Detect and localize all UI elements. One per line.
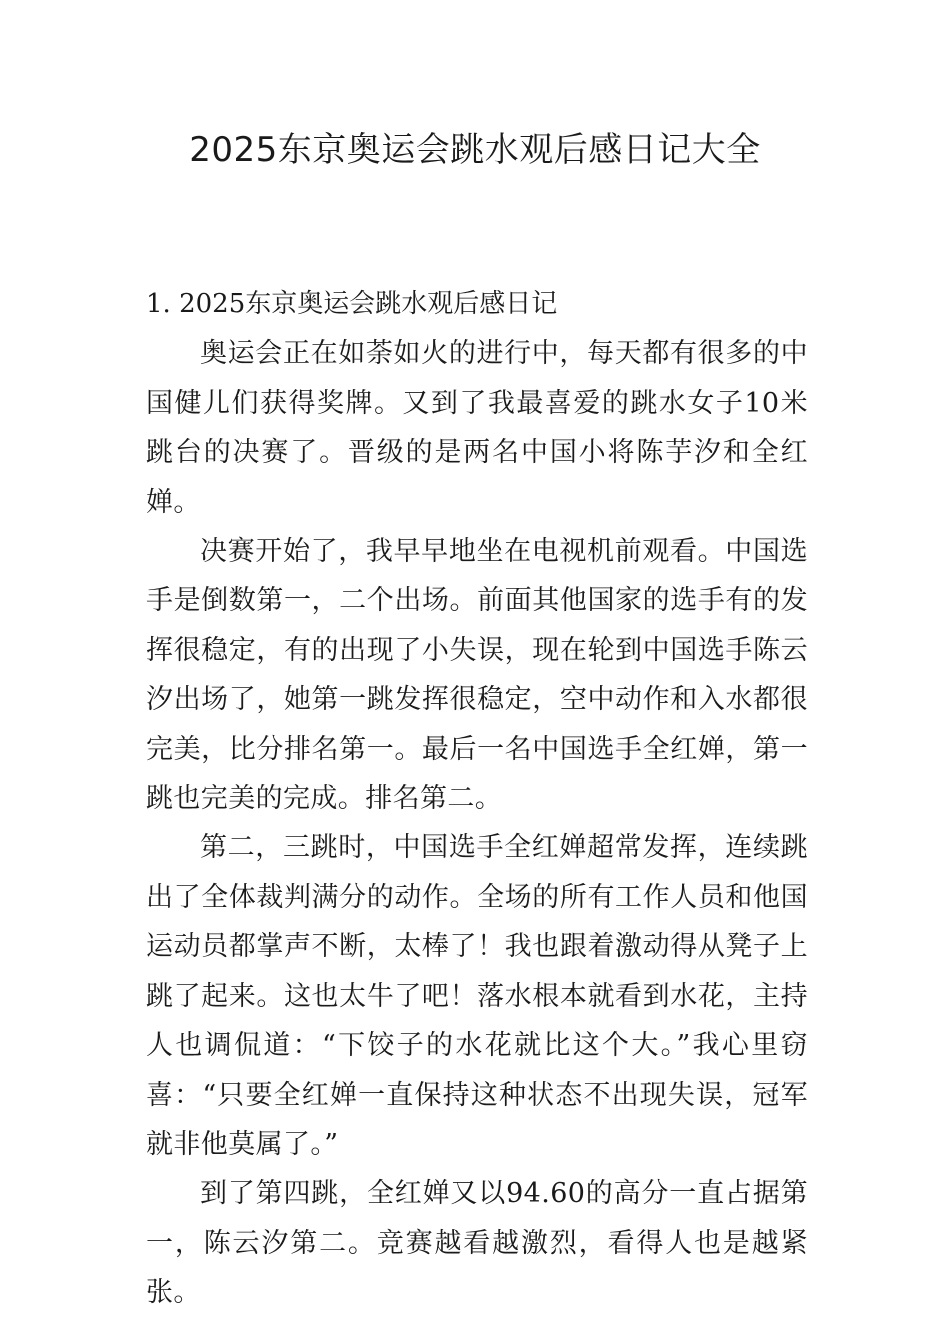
document-body (146, 280, 808, 1318)
paragraph-3: 第二，三跳时，中国选手全红婵超常发挥，连续跳出了全体裁判满分的动作。全场的所有工作人员和他国运动员都掌声不断，太棒了！我也跟着激动得从凳子上跳了起来。这也太牛了吧！落水根本就看到水花，主持人也调侃道：“下饺子的水花就比这个大。”我心里窃喜：“只要全红婵一直保持这种状态不出现失误，冠军就非他莫属了。” (146, 832, 808, 1160)
paragraph-4: 到了第四跳，全红婵又以94.60的高分一直占据第一，陈云汐第二。竞赛越看越激烈，看得人也是越紧张。 (146, 1178, 808, 1309)
document-title: 2025东京奥运会跳水观后感日记大全 (189, 130, 761, 170)
paragraph-1: 奥运会正在如荼如火的进行中，每天都有很多的中国健儿们获得奖牌。又到了我最喜爱的跳水女子10米跳台的决赛了。晋级的是两名中国小将陈芋汐和全红婵。 (146, 338, 808, 518)
section-heading: 1. 2025东京奥运会跳水观后感日记 (146, 289, 558, 319)
paragraph-2: 决赛开始了，我早早地坐在电视机前观看。中国选手是倒数第一，二个出场。前面其他国家的选手有的发挥很稳定，有的出现了小失误，现在轮到中国选手陈云汐出场了，她第一跳发挥很稳定，空中动作和入水都很完美，比分排名第一。最后一名中国选手全红婵，第一跳也完美的完成。排名第二。 (146, 536, 808, 815)
